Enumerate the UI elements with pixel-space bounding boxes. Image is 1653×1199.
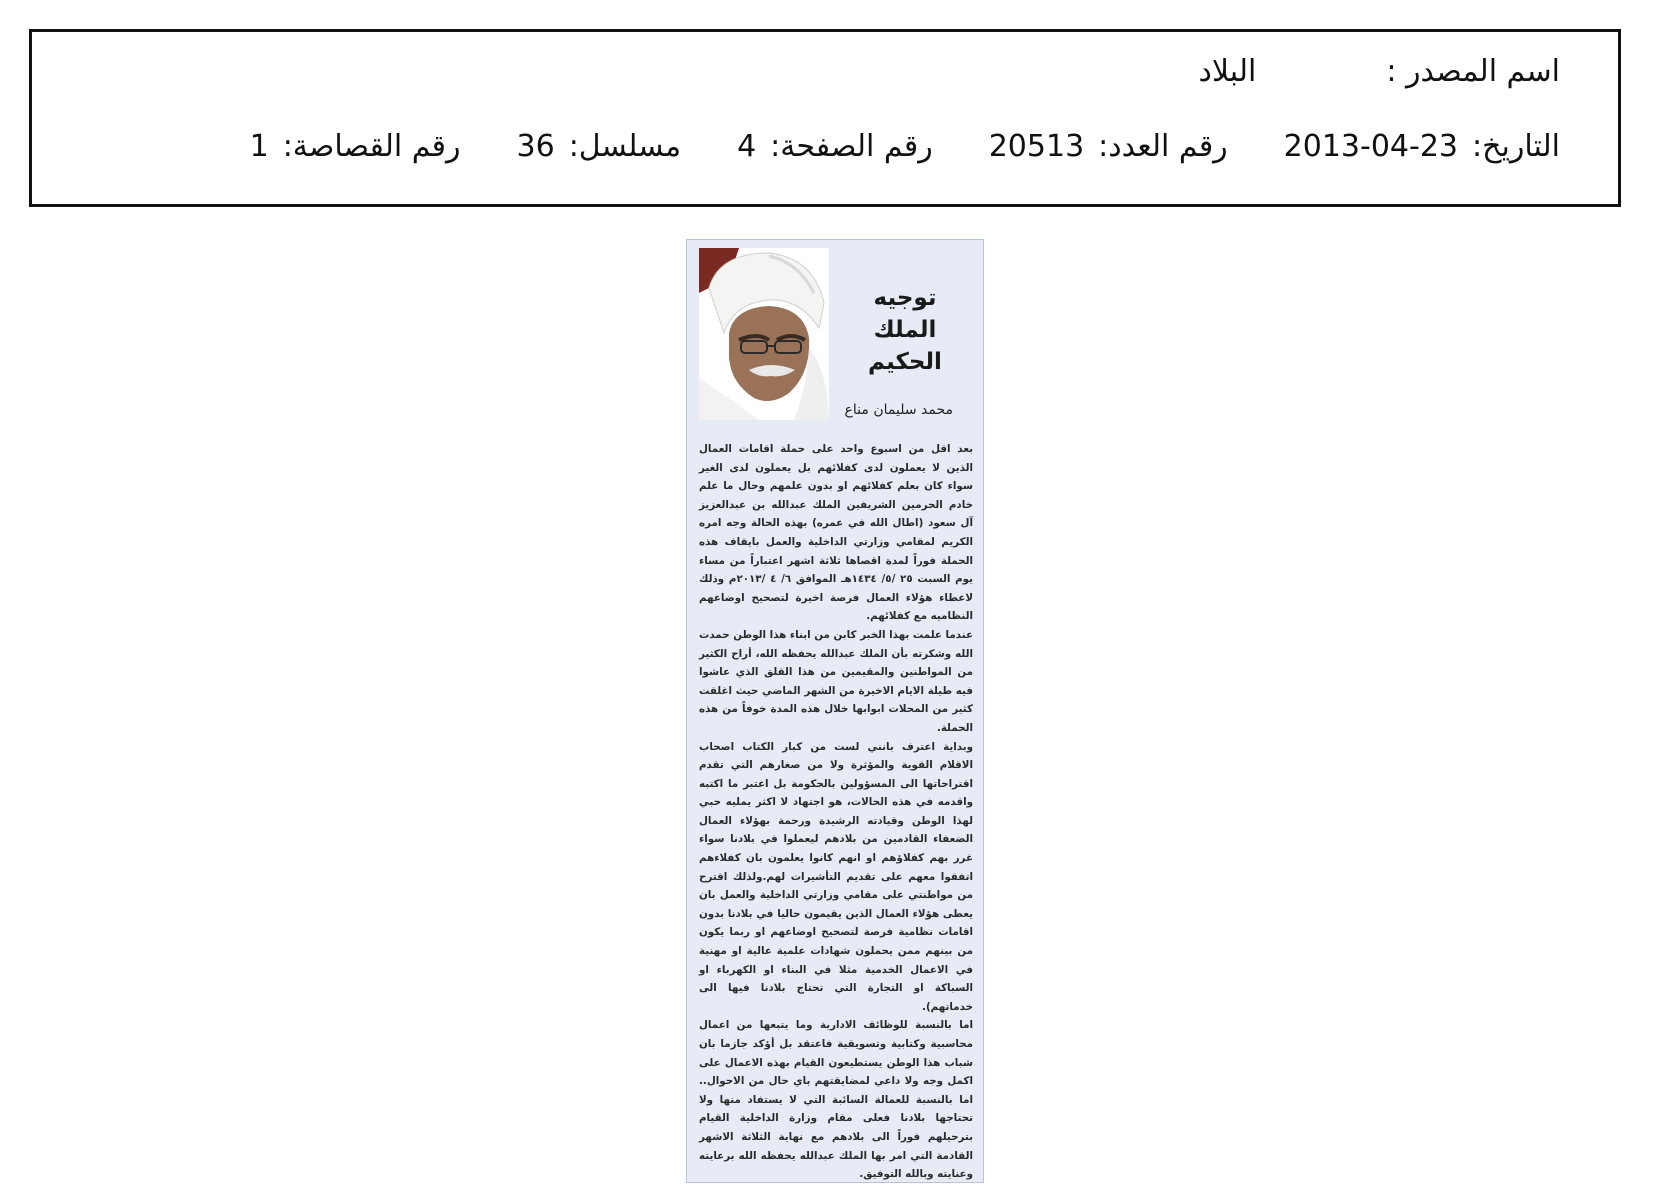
article-title: [845, 282, 965, 378]
issue-label: رقم العدد:: [1098, 129, 1228, 164]
article-paragraph: عندما علمت بهذا الخبر كابن من ابناء هذا الوطن حمدت الله وشكرته بأن الملك عبدالله يحفظه الله، أراح الكثير من المواطنين والمقيمين من هذا القلق الذي عاشوا فيه طيلة الايام الاخيرة من الشهر الماضي حيث اغلقت كثير من المحلات ابوابها خلال هذه المدة خوفاً من هذه الحملة.: [699, 628, 973, 734]
metadata-row: [250, 129, 1560, 164]
date-field: [1284, 129, 1560, 164]
newspaper-clipping: [686, 239, 984, 1183]
page-value: 4: [737, 129, 757, 164]
article-paragraph: بعد اقل من اسبوع واحد على حملة اقامات العمال الذين لا يعملون لدى كفلائهم بل يعملون لدى الغير سواء كان بعلم كفلائهم او بدون علمهم وحال ما علم خادم الحرمين الشريفين الملك عبدالله بن عبدالعزيز آل سعود (اطال الله في عمره) بهذه الحالة وجه امره الكريم لمقامي وزارتي الداخلية والعمل بايقاف هذه الحملة فوراً لمدة اقصاها ثلاثة اشهر اعتباراً من مساء يوم السبت ٢٥ /٥/ ١٤٣٤هـ الموافق ٦/ ٤ /٢٠١٣م وذلك لاعطاء هؤلاء العمال فرصة اخيرة لتصحيح اوضاعهم النظاميه مع كفلائهم.: [699, 443, 973, 623]
source-value: البلاد: [1198, 54, 1257, 89]
article-title-line: توجيه الملك: [873, 285, 937, 343]
article-paragraph: وبداية اعترف بانني لست من كبار الكتاب اصحاب الاقلام القوية والمؤثرة ولا من صغارهم التي تقدم اقتراحاتها الى المسؤولين بالحكومة بل اعتبر ما اكتبه واقدمه في هذه الحالات، هو اجتهاد لا اكثر يمليه حبي لهذا الوطن وقيادته الرشيدة ورحمة بهؤلاء العمال الضعفاء القادمين من بلادهم ليعملوا في بلادنا سواء غرر بهم كفلاؤهم او انهم كانوا يعلمون بان كفلاءهم اتفقوا معهم على تقديم التأشيرات لهم.ولذلك اقترح من مواطنتي على مقامي وزارتي الداخلية والعمل بان يعطى هؤلاء العمال الذين يقيمون حاليا في بلادنا بدون اقامات نظامية فرصة لتصحيح اوضاعهم او ربما يكون من بينهم ممن يحملون شهادات علمية عالية او مهنية في الاعمال الخدمية مثلا في البناء او الكهرباء او السباكة او التجارة التي تحتاج بلادنا فيها الى خدماتهم).: [699, 740, 973, 1013]
serial-field: [517, 129, 682, 164]
issue-value: 20513: [988, 129, 1085, 164]
article-paragraph: اما بالنسبة للوظائف الادارية وما يتبعها من اعمال محاسبية وكتابية وتسويقية فاعتقد بل أؤكد جازما بان شباب هذا الوطن يستطيعون القيام بهذه الاعمال على اكمل وجه ولا داعي لمضايقتهم باي حال من الاحوال.. اما بالنسبة للعمالة السائبة التي لا يستفاد منها ولا تحتاجها بلادنا فعلى مقام وزارة الداخلية القيام بترحيلهم فوراً الى بلادهم مع نهاية الثلاثة الاشهر القادمة التي امر بها الملك عبدالله يحفظه الله برعايته وعنايته وبالله التوفيق.: [699, 1019, 973, 1181]
author-portrait-icon: [699, 248, 829, 420]
page-field: [737, 129, 933, 164]
article-title-line: الحكيم: [868, 349, 942, 375]
article-body: [699, 440, 973, 1183]
source-info-box: [29, 29, 1621, 207]
serial-value: 36: [516, 129, 555, 164]
author-photo: [699, 248, 829, 420]
clip-number-label: رقم القصاصة:: [282, 129, 461, 164]
issue-field: [989, 129, 1228, 164]
clip-number-value: 1: [249, 129, 269, 164]
article-author: محمد سليمان مناع: [844, 402, 953, 418]
source-row: [1199, 54, 1560, 89]
date-label: التاريخ:: [1472, 129, 1560, 164]
clip-number-field: [250, 129, 461, 164]
source-label: اسم المصدر :: [1386, 54, 1560, 89]
page-label: رقم الصفحة:: [770, 129, 933, 164]
serial-label: مسلسل:: [568, 129, 682, 164]
date-value: 2013-04-23: [1283, 129, 1459, 164]
